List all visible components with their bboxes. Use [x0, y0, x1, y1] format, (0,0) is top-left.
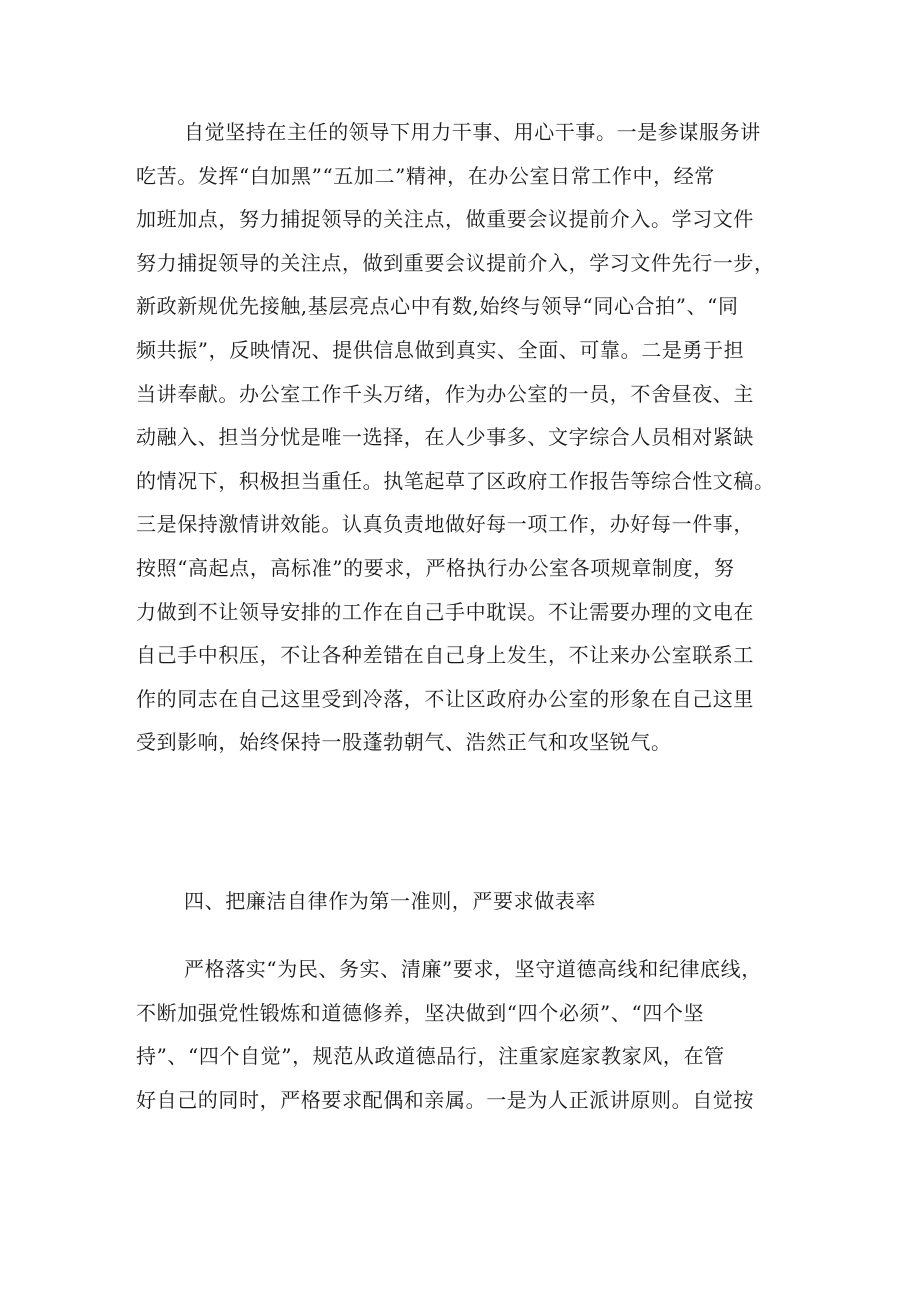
paragraph-line: 新政新规优先接触,基层亮点心中有数,始终与领导“同心合拍”、“同: [136, 294, 739, 319]
body-paragraph-1: [136, 111, 796, 765]
paragraph-line: 动融入、担当分忧是唯一选择，在人少事多、文字综合人员相对紧缺: [136, 425, 754, 450]
paragraph-line: 不断加强党性锻炼和道德修养，坚决做到“四个必须”、“四个坚: [136, 1000, 705, 1025]
paragraph-line: 努力捕捉领导的关注点，做到重要会议提前介入，学习文件先行一步，: [136, 250, 775, 275]
paragraph-line: 自己手中积压，不让各种差错在自己身上发生，不让来办公室联系工: [136, 643, 754, 668]
paragraph-line: 三是保持激情讲效能。认真负责地做好每一项工作，办好每一件事，: [136, 512, 754, 537]
paragraph-line: 持”、“四个自觉”，规范从政道德品行，注重家庭家教家风，在管: [136, 1044, 725, 1069]
section-heading-text: 四、把廉洁自律作为第一准则，严要求做表率: [184, 889, 596, 913]
paragraph-line: 吃苦。发挥“白加黑”“五加二”精神，在办公室日常工作中，经常: [136, 163, 715, 188]
paragraph-line: 当讲奉献。办公室工作千头万绪，作为办公室的一员，不舍昼夜、主: [136, 381, 754, 406]
paragraph-line: 好自己的同时，严格要求配偶和亲属。一是为人正派讲原则。自觉按: [136, 1087, 754, 1112]
section-heading: [136, 880, 796, 924]
paragraph-line: 受到影响，始终保持一股蓬勃朝气、浩然正气和攻坚锐气。: [136, 730, 672, 755]
body-paragraph-2: [136, 948, 796, 1122]
paragraph-line: 频共振”，反映情况、提供信息做到真实、全面、可靠。二是勇于担: [136, 337, 745, 362]
paragraph-line: 作的同志在自己这里受到冷落，不让区政府办公室的形象在自己这里: [136, 686, 754, 711]
paragraph-line: 的情况下，积极担当重任。执笔起草了区政府工作报告等综合性文稿。: [136, 468, 775, 493]
paragraph-line: 加班加点，努力捕捉领导的关注点，做重要会议提前介入。学习文件: [136, 207, 754, 232]
paragraph-line: 力做到不让领导安排的工作在自己手中耽误。不让需要办理的文电在: [136, 599, 754, 624]
paragraph-line: 按照“高起点，高标准”的要求，严格执行办公室各项规章制度，努: [136, 555, 735, 580]
paragraph-line: 自觉坚持在主任的领导下用力干事、用心干事。一是参谋服务讲: [184, 120, 761, 144]
paragraph-line: 严格落实“为民、务实、清廉”要求，坚守道德高线和纪律底线，: [184, 957, 762, 981]
